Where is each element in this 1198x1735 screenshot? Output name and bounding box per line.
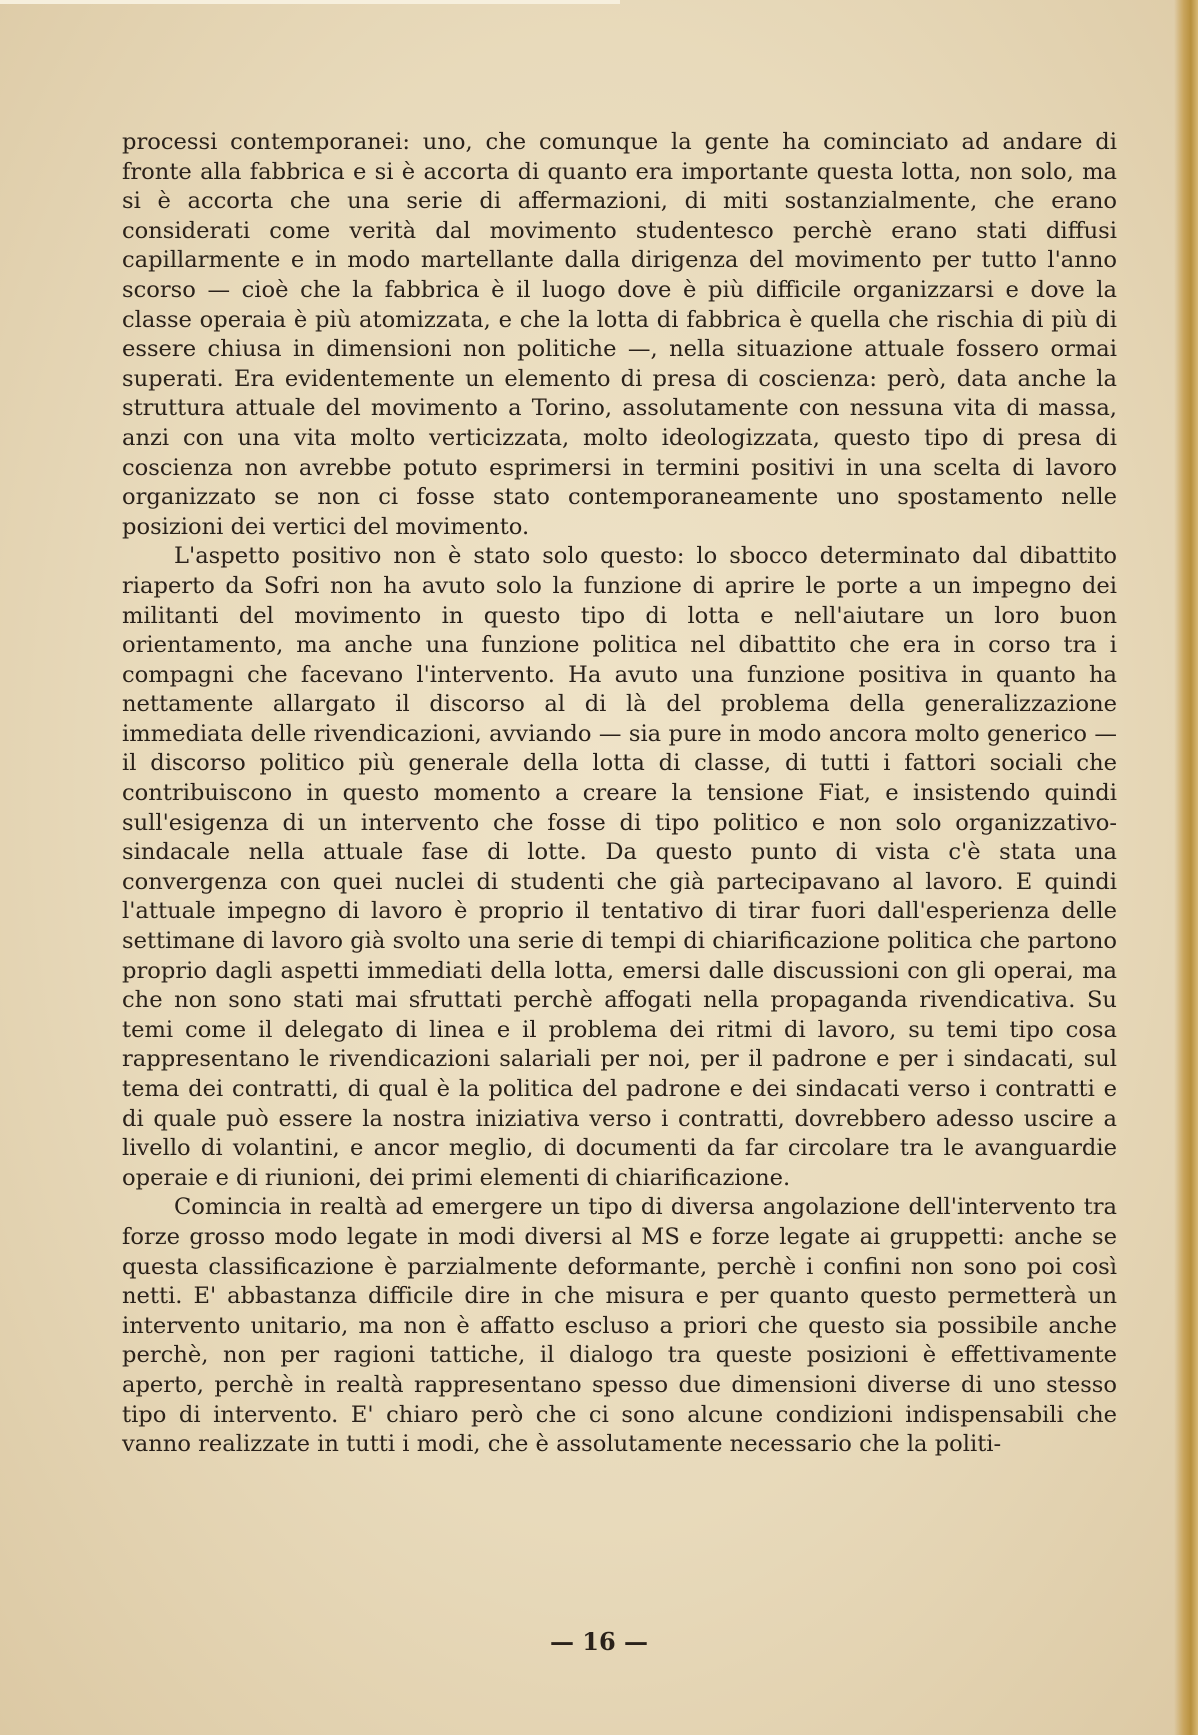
body-text bbox=[122, 128, 1117, 1460]
paragraph-2: L'aspetto positivo non è stato solo questo: lo sbocco determinato dal dibattito riaperto da Sofri non ha avuto solo la funzione di aprire le porte a un impegno dei militanti del movimento in questo tipo di lotta e nell'aiutare un loro buon orientamento, ma anche una funzione politica nel dibattito che era in corso tra i compagni che facevano l'intervento. Ha avuto una funzione positiva in quanto ha nettamente allargato il discorso al di là del problema della generalizzazione immediata delle rivendicazioni, avviando — sia pure in modo ancora molto generico — il discorso politico più generale della lotta di classe, di tutti i fattori sociali che contribuiscono in questo momento a creare la tensione Fiat, e insistendo quindi sull'esigenza di un intervento che fosse di tipo politico e non solo organizzativo-sindacale nella attuale fase di lotte. Da questo punto di vista c'è stata una convergenza con quei nuclei di studenti che già partecipavano al lavoro. E quindi l'attuale impegno di lavoro è proprio il tentativo di tirar fuori dall'esperienza delle settimane di lavoro già svolto una serie di tempi di chiarificazione politica che partono proprio dagli aspetti immediati della lotta, emersi dalle discussioni con gli operai, ma che non sono stati mai sfruttati perchè affogati nella propaganda rivendicativa. Su temi come il delegato di linea e il problema dei ritmi di lavoro, su temi tipo cosa rappresentano le rivendicazioni salariali per noi, per il padrone e per i sindacati, sul tema dei contratti, di qual è la politica del padrone e dei sindacati verso i contratti e di quale può essere la nostra iniziativa verso i contratti, dovrebbero adesso uscire a livello di volantini, e ancor meglio, di documenti da far circolare tra le avanguardie operaie e di riunioni, dei primi elementi di chiarificazione. bbox=[122, 543, 1117, 1191]
page-top-edge bbox=[0, 0, 620, 4]
paragraph-1: processi contemporanei: uno, che comunque la gente ha cominciato ad andare di fronte alla fabbrica e si è accorta di quanto era importante questa lotta, non solo, ma si è accorta che una serie di affermazioni, di miti sostanzialmente, che erano considerati come verità dal movimento studentesco perchè erano stati diffusi capillarmente e in modo martellante dalla dirigenza del movimento per tutto l'anno scorso — cioè che la fabbrica è il luogo dove è più difficile organizzarsi e dove la classe operaia è più atomizzata, e che la lotta di fabbrica è quella che rischia di più di essere chiusa in dimensioni non politiche —, nella situazione attuale fossero ormai superati. Era evidentemente un elemento di presa di coscienza: però, data anche la struttura attuale del movimento a Torino, assolutamente con nessuna vita di massa, anzi con una vita molto verticizzata, molto ideologizzata, questo tipo di presa di coscienza non avrebbe potuto esprimersi in termini positivi in una scelta di lavoro organizzato se non ci fosse stato contemporaneamente uno spostamento nelle posizioni dei vertici del movimento. bbox=[122, 129, 1117, 540]
page-binding-edge bbox=[1174, 0, 1198, 1735]
paragraph-3: Comincia in realtà ad emergere un tipo di diversa angolazione dell'intervento tra forze grosso modo legate in modi diversi al MS e forze legate ai gruppetti: anche se questa classificazione è parzialmente deformante, perchè i confini non sono poi così netti. E' abbastanza difficile dire in che misura e per quanto questo permetterà un intervento unitario, ma non è affatto escluso a priori che questo sia possibile anche perchè, non per ragioni tattiche, il dialogo tra queste posizioni è effettivamente aperto, perchè in realtà rappresentano spesso due dimensioni diverse di uno stesso tipo di intervento. E' chiaro però che ci sono alcune condizioni indispensabili che vanno realizzate in tutti i modi, che è assolutamente necessario che la politi- bbox=[122, 1194, 1117, 1458]
page-number: — 16 — bbox=[549, 1627, 649, 1656]
